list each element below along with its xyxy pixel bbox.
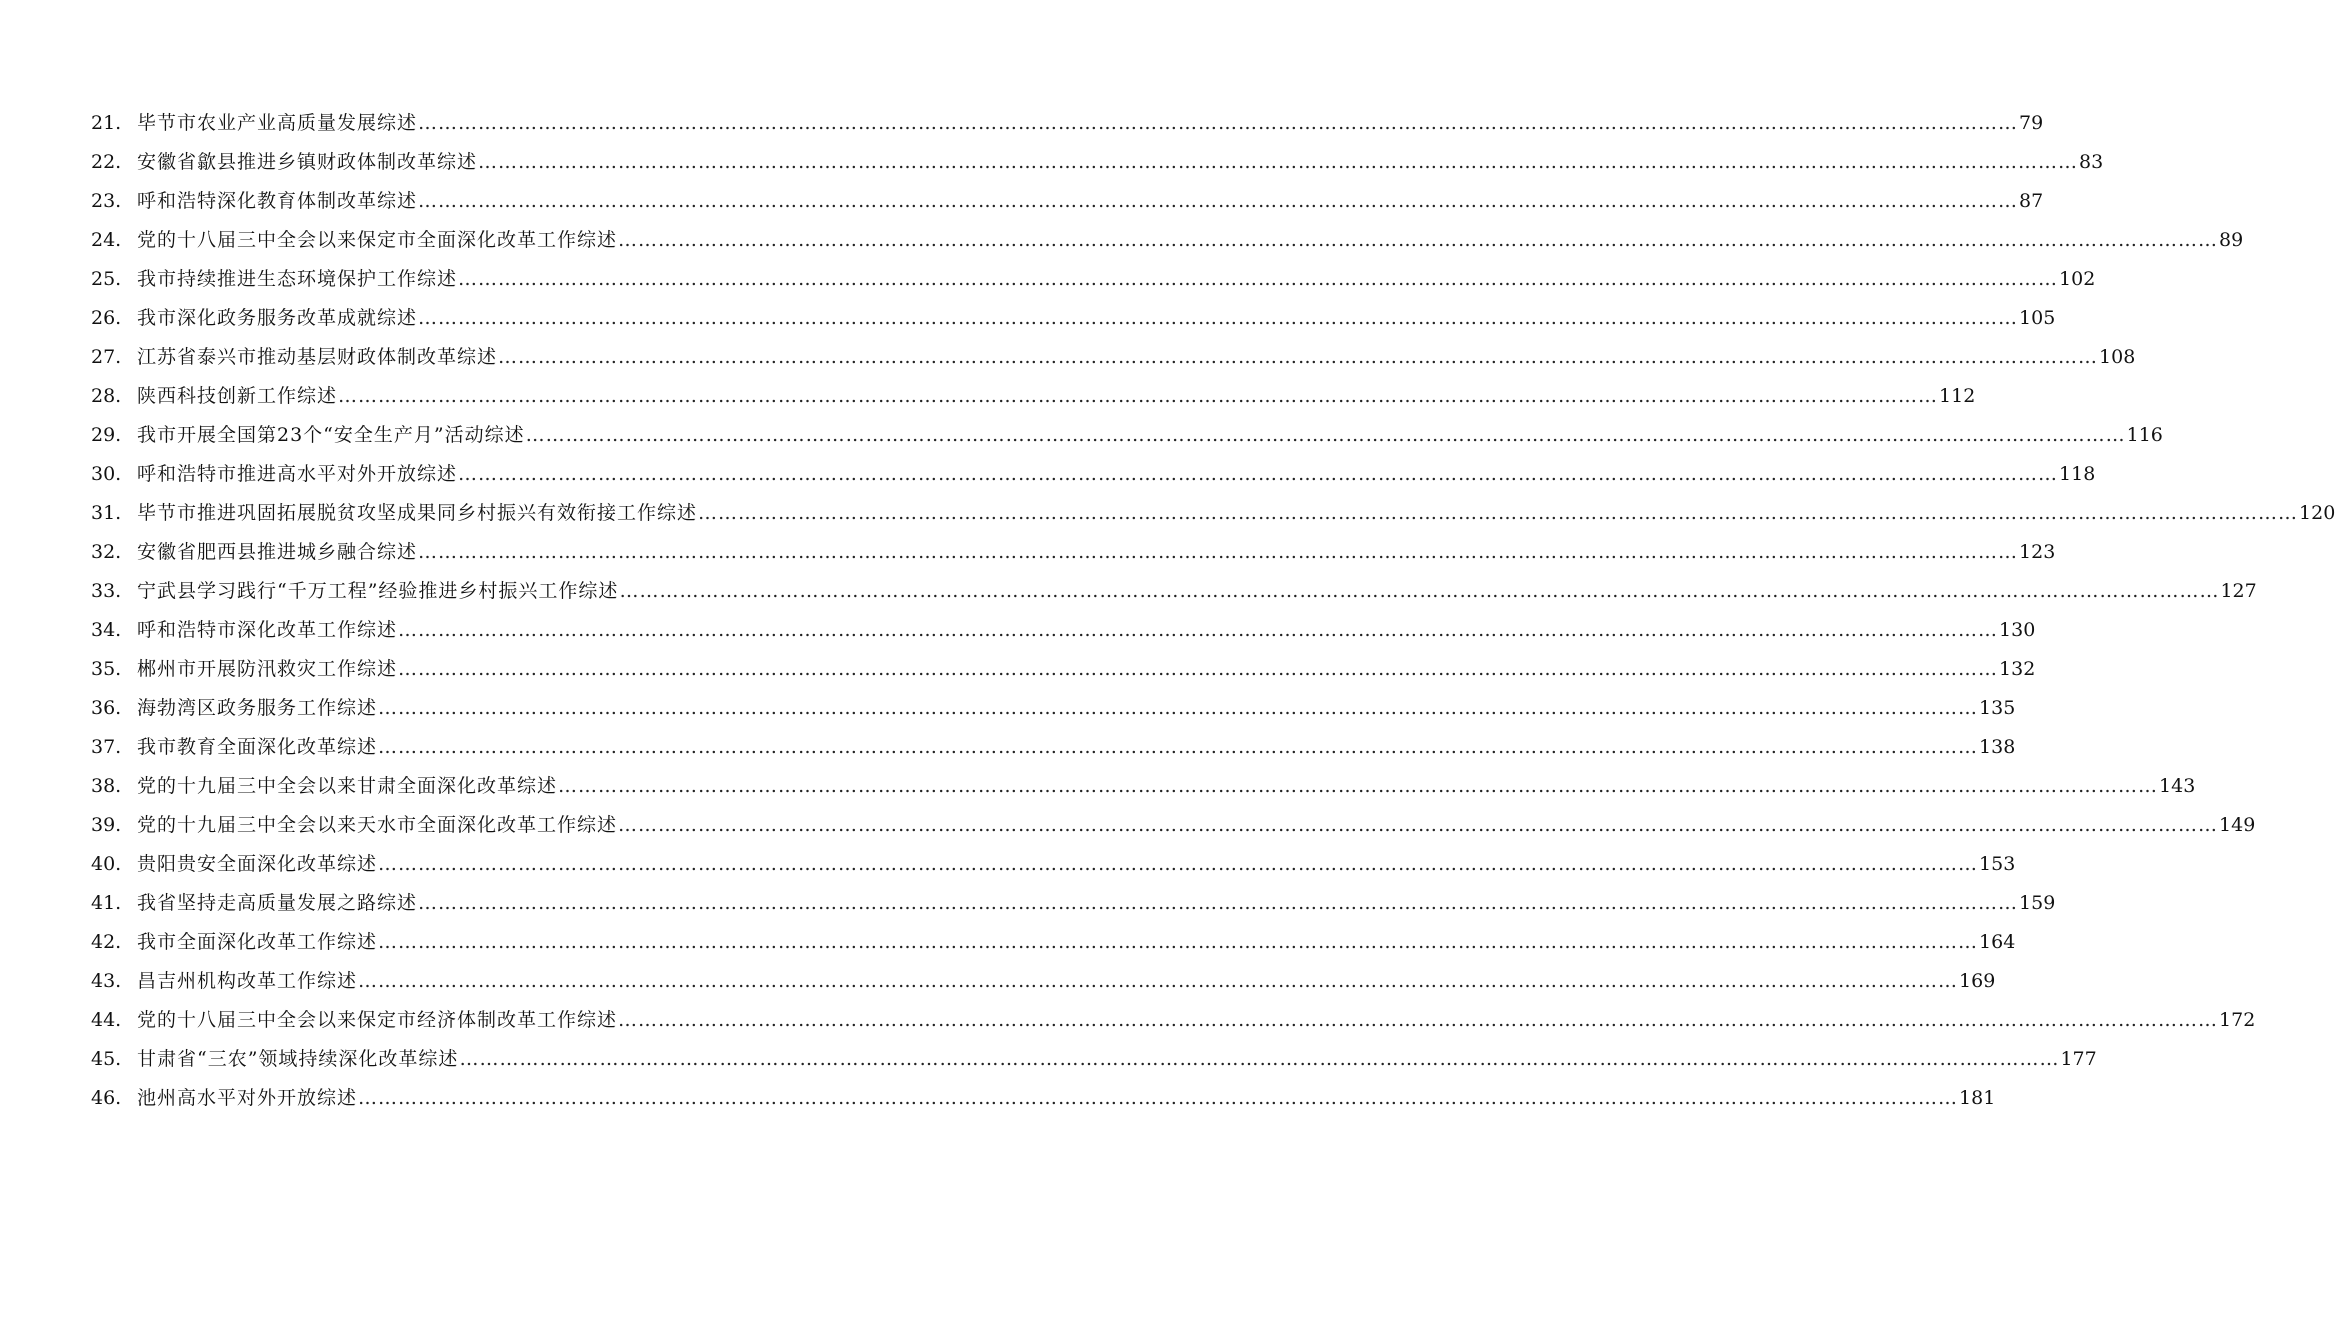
toc-entry[interactable] bbox=[91, 572, 2257, 611]
entry-title: 呼和浩特市深化改革工作综述 bbox=[137, 619, 398, 641]
entry-number: 41. bbox=[91, 892, 122, 914]
entry-number: 22. bbox=[91, 151, 122, 173]
toc-entry[interactable] bbox=[91, 923, 2016, 962]
dot-leader: …………………………………………………………………………………………………………………………………………………………………………………………………………………… bbox=[619, 580, 2220, 602]
entry-number: 32. bbox=[91, 541, 122, 563]
entry-number: 43. bbox=[91, 970, 122, 992]
entry-page-number: 87 bbox=[2019, 190, 2044, 212]
entry-page-number: 159 bbox=[2019, 892, 2056, 914]
dot-leader: …………………………………………………………………………………………………………………………………………………………………………………………………………………… bbox=[418, 307, 2019, 329]
dot-leader: …………………………………………………………………………………………………………………………………………………………………………………………………………………… bbox=[478, 151, 2079, 173]
entry-page-number: 164 bbox=[1979, 931, 2016, 953]
entry-number: 44. bbox=[91, 1009, 122, 1031]
entry-page-number: 127 bbox=[2220, 580, 2257, 602]
entry-page-number: 123 bbox=[2019, 541, 2056, 563]
dot-leader: …………………………………………………………………………………………………………………………………………………………………………………………………………………… bbox=[418, 190, 2019, 212]
entry-number: 26. bbox=[91, 307, 122, 329]
entry-number: 27. bbox=[91, 346, 122, 368]
entry-title: 贵阳贵安全面深化改革综述 bbox=[137, 853, 378, 875]
entry-page-number: 118 bbox=[2059, 463, 2096, 485]
entry-title: 江苏省泰兴市推动基层财政体制改革综述 bbox=[137, 346, 498, 368]
toc-entry[interactable] bbox=[91, 1001, 2256, 1040]
toc-entry[interactable] bbox=[91, 260, 2096, 299]
entry-title: 毕节市农业产业高质量发展综述 bbox=[137, 112, 418, 134]
dot-leader: …………………………………………………………………………………………………………………………………………………………………………………………………………………… bbox=[458, 268, 2059, 290]
entry-number: 31. bbox=[91, 502, 122, 524]
entry-title: 党的十八届三中全会以来保定市全面深化改革工作综述 bbox=[137, 229, 618, 251]
entry-title: 海勃湾区政务服务工作综述 bbox=[137, 697, 378, 719]
toc-entry[interactable] bbox=[91, 299, 2056, 338]
entry-number: 24. bbox=[91, 229, 122, 251]
toc-entry[interactable] bbox=[91, 182, 2044, 221]
entry-page-number: 153 bbox=[1979, 853, 2016, 875]
toc-entry[interactable] bbox=[91, 962, 1996, 1001]
table-of-contents bbox=[91, 104, 2335, 1118]
dot-leader: …………………………………………………………………………………………………………………………………………………………………………………………………………………… bbox=[459, 1048, 2060, 1070]
entry-page-number: 138 bbox=[1979, 736, 2016, 758]
entry-page-number: 143 bbox=[2159, 775, 2196, 797]
entry-title: 毕节市推进巩固拓展脱贫攻坚成果同乡村振兴有效衔接工作综述 bbox=[137, 502, 698, 524]
toc-entry[interactable] bbox=[91, 104, 2044, 143]
dot-leader: …………………………………………………………………………………………………………………………………………………………………………………………………………………… bbox=[358, 970, 1959, 992]
entry-number: 28. bbox=[91, 385, 122, 407]
entry-title: 我市全面深化改革工作综述 bbox=[137, 931, 378, 953]
entry-page-number: 135 bbox=[1979, 697, 2016, 719]
entry-number: 21. bbox=[91, 112, 122, 134]
toc-entry[interactable] bbox=[91, 884, 2056, 923]
entry-title: 昌吉州机构改革工作综述 bbox=[137, 970, 358, 992]
entry-number: 25. bbox=[91, 268, 122, 290]
entry-title: 安徽省歙县推进乡镇财政体制改革综述 bbox=[137, 151, 478, 173]
entry-page-number: 105 bbox=[2019, 307, 2056, 329]
entry-title: 我市持续推进生态环境保护工作综述 bbox=[137, 268, 458, 290]
entry-number: 45. bbox=[91, 1048, 122, 1070]
entry-number: 37. bbox=[91, 736, 122, 758]
dot-leader: …………………………………………………………………………………………………………………………………………………………………………………………………………………… bbox=[618, 814, 2219, 836]
entry-page-number: 79 bbox=[2019, 112, 2044, 134]
entry-number: 46. bbox=[91, 1087, 122, 1109]
entry-page-number: 102 bbox=[2059, 268, 2096, 290]
entry-number: 40. bbox=[91, 853, 122, 875]
entry-title: 池州高水平对外开放综述 bbox=[137, 1087, 358, 1109]
dot-leader: …………………………………………………………………………………………………………………………………………………………………………………………………………………… bbox=[418, 541, 2019, 563]
entry-page-number: 132 bbox=[1999, 658, 2036, 680]
entry-number: 36. bbox=[91, 697, 122, 719]
entry-title: 党的十九届三中全会以来甘肃全面深化改革综述 bbox=[137, 775, 558, 797]
entry-page-number: 116 bbox=[2126, 424, 2163, 446]
entry-page-number: 169 bbox=[1959, 970, 1996, 992]
entry-page-number: 181 bbox=[1959, 1087, 1996, 1109]
entry-page-number: 130 bbox=[1999, 619, 2036, 641]
dot-leader: …………………………………………………………………………………………………………………………………………………………………………………………………………………… bbox=[458, 463, 2059, 485]
entry-title: 我市开展全国第23个“安全生产月”活动综述 bbox=[137, 424, 525, 446]
toc-entry[interactable] bbox=[91, 143, 2104, 182]
toc-entry[interactable] bbox=[91, 728, 2016, 767]
toc-entry[interactable] bbox=[91, 845, 2016, 884]
entry-title: 党的十九届三中全会以来天水市全面深化改革工作综述 bbox=[137, 814, 618, 836]
toc-entry[interactable] bbox=[91, 1079, 1996, 1118]
dot-leader: …………………………………………………………………………………………………………………………………………………………………………………………………………………… bbox=[498, 346, 2099, 368]
entry-page-number: 108 bbox=[2099, 346, 2136, 368]
dot-leader: …………………………………………………………………………………………………………………………………………………………………………………………………………………… bbox=[618, 229, 2219, 251]
entry-page-number: 89 bbox=[2219, 229, 2244, 251]
toc-entry[interactable] bbox=[91, 689, 2016, 728]
entry-page-number: 149 bbox=[2219, 814, 2256, 836]
entry-page-number: 172 bbox=[2219, 1009, 2256, 1031]
entry-page-number: 112 bbox=[1939, 385, 1976, 407]
toc-entry[interactable] bbox=[91, 767, 2196, 806]
toc-entry[interactable] bbox=[91, 1040, 2097, 1079]
entry-title: 郴州市开展防汛救灾工作综述 bbox=[137, 658, 398, 680]
dot-leader: …………………………………………………………………………………………………………………………………………………………………………………………………………………… bbox=[378, 697, 1979, 719]
dot-leader: …………………………………………………………………………………………………………………………………………………………………………………………………………………… bbox=[698, 502, 2299, 524]
dot-leader: …………………………………………………………………………………………………………………………………………………………………………………………………………………… bbox=[418, 112, 2019, 134]
dot-leader: …………………………………………………………………………………………………………………………………………………………………………………………………………………… bbox=[378, 736, 1979, 758]
entry-title: 安徽省肥西县推进城乡融合综述 bbox=[137, 541, 418, 563]
entry-number: 23. bbox=[91, 190, 122, 212]
dot-leader: …………………………………………………………………………………………………………………………………………………………………………………………………………………… bbox=[525, 424, 2126, 446]
entry-page-number: 83 bbox=[2079, 151, 2104, 173]
entry-title: 宁武县学习践行“千万工程”经验推进乡村振兴工作综述 bbox=[137, 580, 619, 602]
dot-leader: …………………………………………………………………………………………………………………………………………………………………………………………………………………… bbox=[618, 1009, 2219, 1031]
entry-number: 29. bbox=[91, 424, 122, 446]
dot-leader: …………………………………………………………………………………………………………………………………………………………………………………………………………………… bbox=[338, 385, 1939, 407]
toc-entry[interactable] bbox=[91, 806, 2256, 845]
dot-leader: …………………………………………………………………………………………………………………………………………………………………………………………………………………… bbox=[378, 931, 1979, 953]
dot-leader: …………………………………………………………………………………………………………………………………………………………………………………………………………………… bbox=[358, 1087, 1959, 1109]
entry-title: 我市教育全面深化改革综述 bbox=[137, 736, 378, 758]
entry-number: 38. bbox=[91, 775, 122, 797]
entry-title: 呼和浩特市推进高水平对外开放综述 bbox=[137, 463, 458, 485]
dot-leader: …………………………………………………………………………………………………………………………………………………………………………………………………………………… bbox=[398, 619, 1999, 641]
entry-title: 呼和浩特深化教育体制改革综述 bbox=[137, 190, 418, 212]
entry-page-number: 120 bbox=[2299, 502, 2335, 524]
dot-leader: …………………………………………………………………………………………………………………………………………………………………………………………………………………… bbox=[378, 853, 1979, 875]
entry-title: 我省坚持走高质量发展之路综述 bbox=[137, 892, 418, 914]
toc-entry[interactable] bbox=[91, 494, 2335, 533]
toc-entry[interactable] bbox=[91, 650, 2036, 689]
toc-entry[interactable] bbox=[91, 221, 2244, 260]
toc-entry[interactable] bbox=[91, 611, 2036, 650]
entry-title: 甘肃省“三农”领域持续深化改革综述 bbox=[137, 1048, 459, 1070]
toc-entry[interactable] bbox=[91, 338, 2136, 377]
dot-leader: …………………………………………………………………………………………………………………………………………………………………………………………………………………… bbox=[398, 658, 1999, 680]
entry-number: 42. bbox=[91, 931, 122, 953]
entry-title: 陕西科技创新工作综述 bbox=[137, 385, 338, 407]
entry-number: 30. bbox=[91, 463, 122, 485]
toc-entry[interactable] bbox=[91, 416, 2163, 455]
entry-number: 39. bbox=[91, 814, 122, 836]
entry-page-number: 177 bbox=[2060, 1048, 2097, 1070]
entry-number: 35. bbox=[91, 658, 122, 680]
entry-title: 我市深化政务服务改革成就综述 bbox=[137, 307, 418, 329]
dot-leader: …………………………………………………………………………………………………………………………………………………………………………………………………………………… bbox=[558, 775, 2159, 797]
toc-entry[interactable] bbox=[91, 455, 2096, 494]
entry-title: 党的十八届三中全会以来保定市经济体制改革工作综述 bbox=[137, 1009, 618, 1031]
entry-number: 33. bbox=[91, 580, 122, 602]
toc-entry[interactable] bbox=[91, 377, 1976, 416]
dot-leader: …………………………………………………………………………………………………………………………………………………………………………………………………………………… bbox=[418, 892, 2019, 914]
entry-number: 34. bbox=[91, 619, 122, 641]
toc-entry[interactable] bbox=[91, 533, 2056, 572]
